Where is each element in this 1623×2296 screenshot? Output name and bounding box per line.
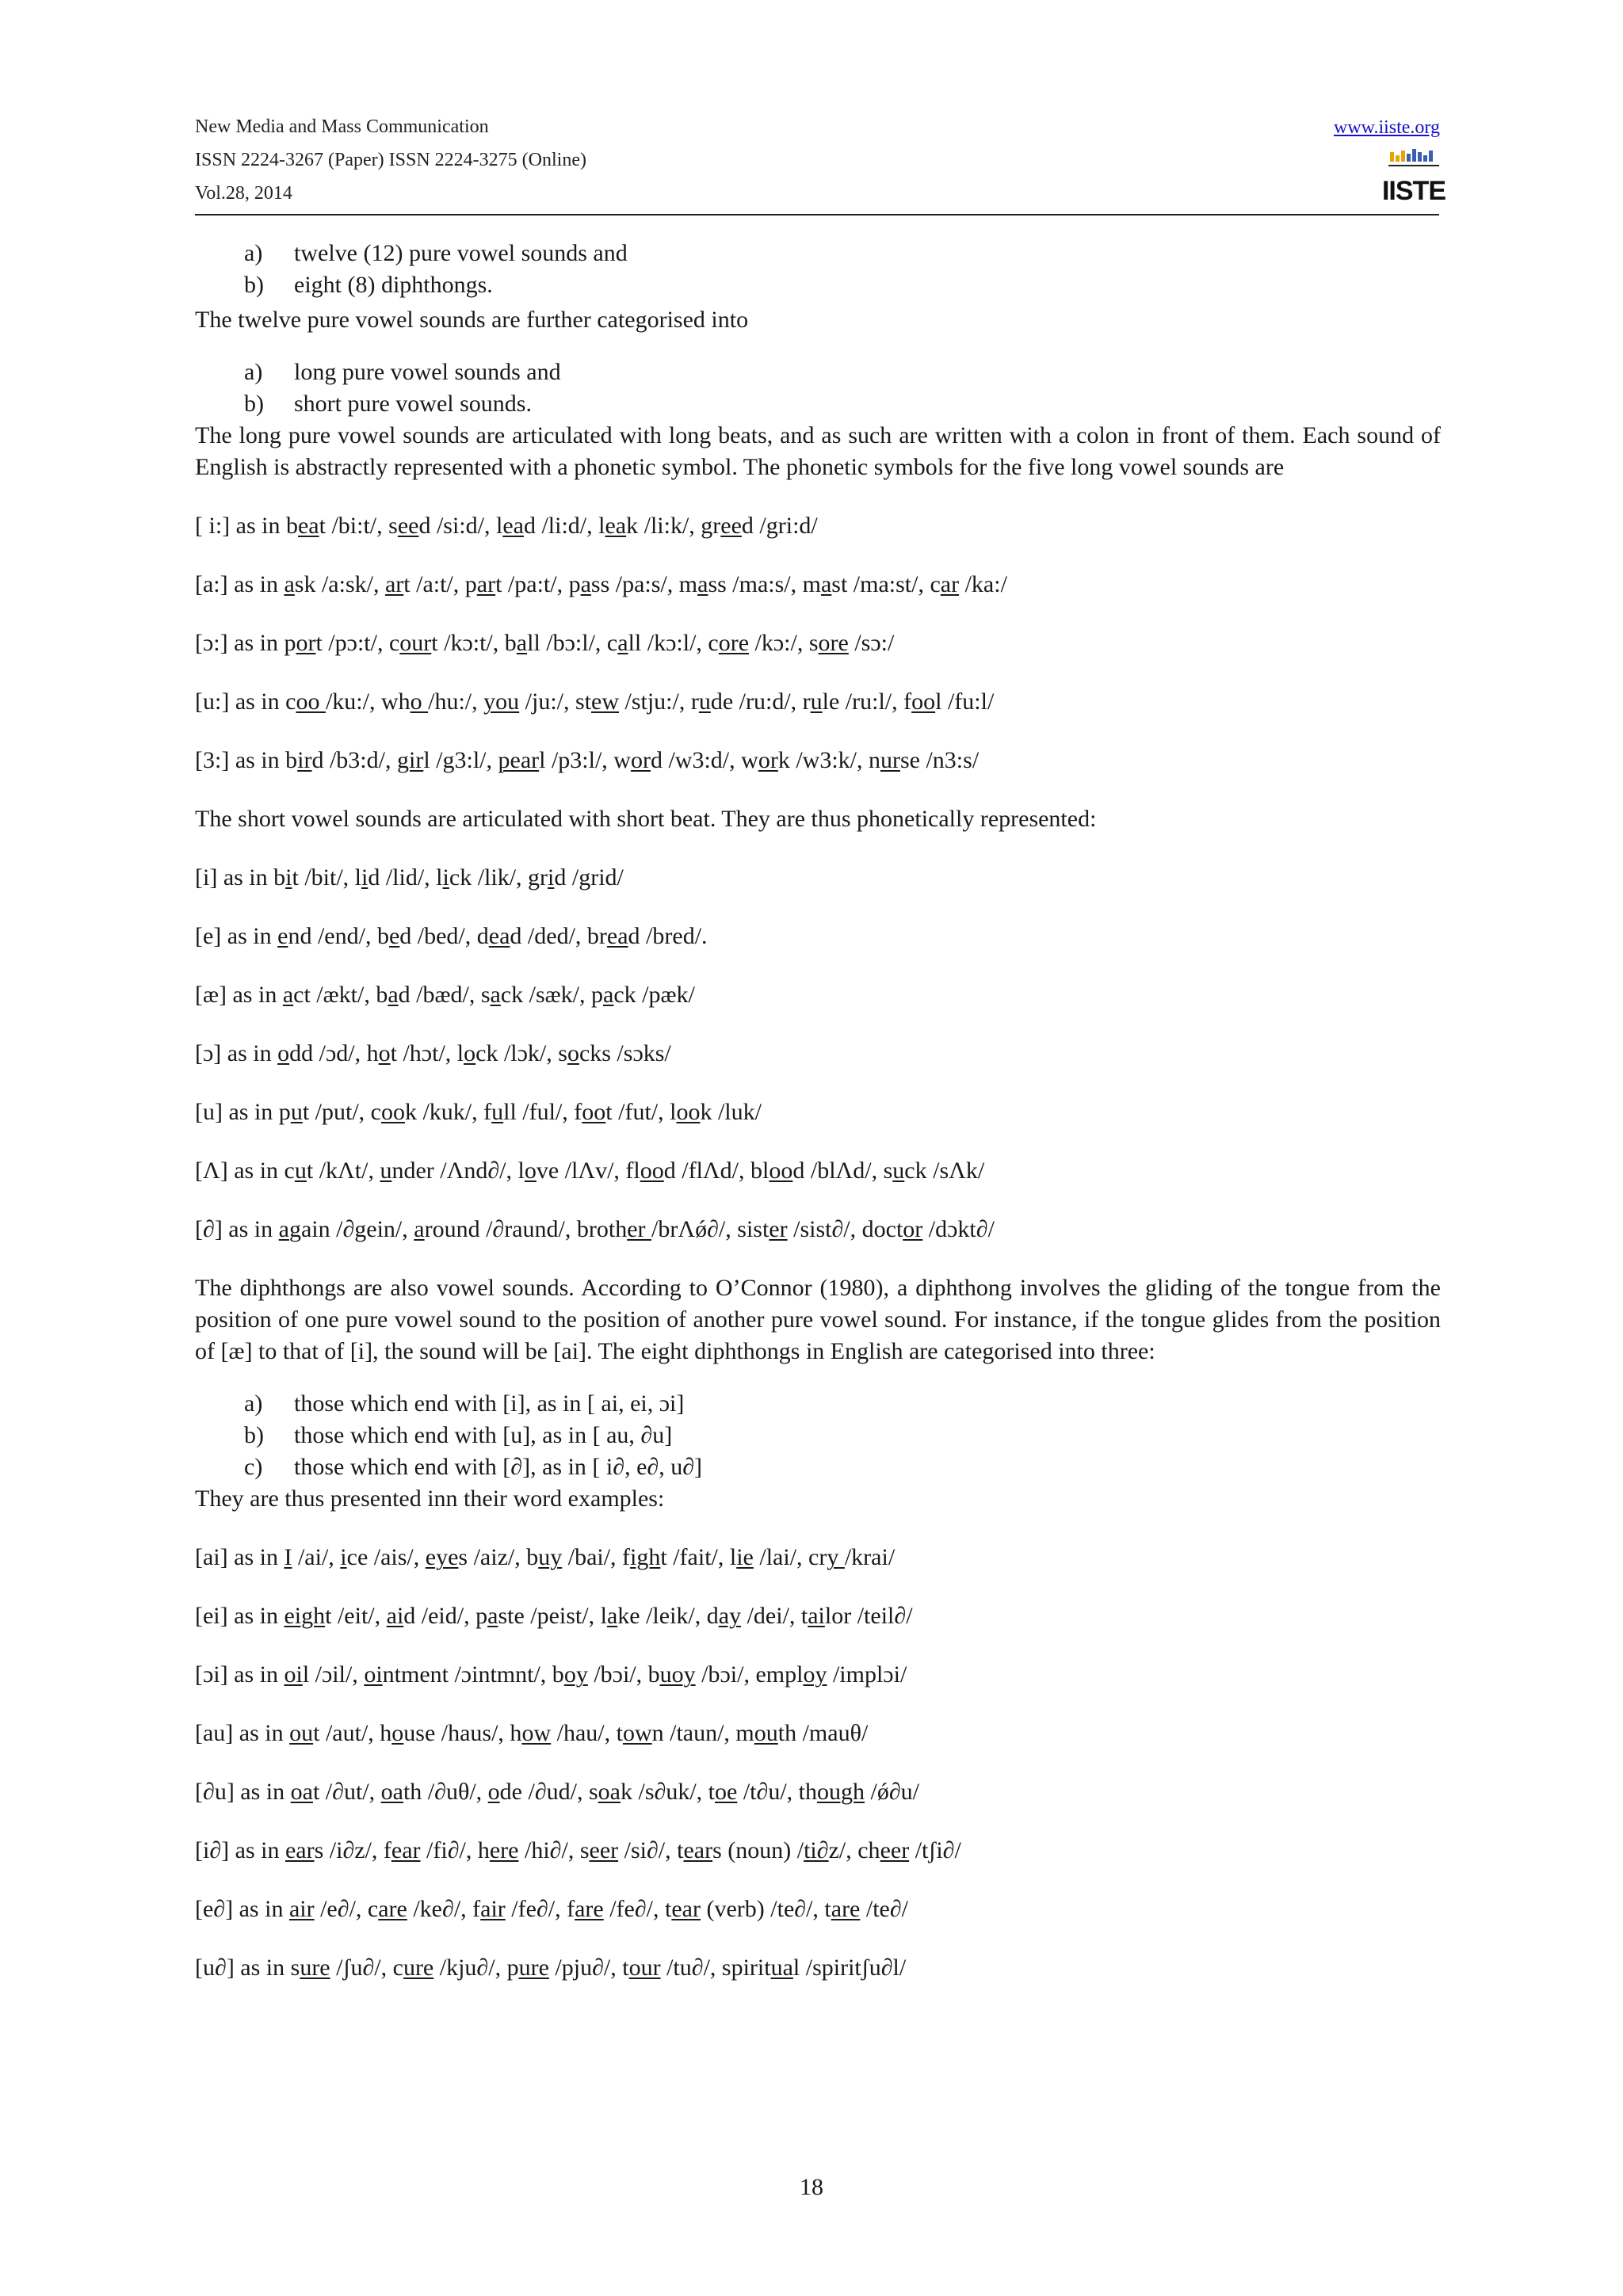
page-number: 18	[800, 2174, 823, 2200]
journal-name: New Media and Mass Communication	[195, 116, 489, 137]
paragraph-diphthongs: The diphthongs are also vowel sounds. According to O’Connor (1980), a diphthong involves the gliding of the tongue from the position of one pure vowel sound to the position of another pure vowel sound. For instance, if the tongue glides from the position of [æ] to that of [i], the sound will be [ai]. The eight diphthongs in English are categorised into three:	[195, 1275, 1441, 1364]
short-vowel-examples	[195, 862, 1441, 1245]
paragraph-long-vowels: The long pure vowel sounds are articulated with long beats, and as such are written with a colon in front of them. Each sound of English is abstractly represented with a phonetic symbol. The phonetic symbols for the five long vowel sounds are	[195, 422, 1441, 480]
list-item: b) eight (8) diphthongs.	[244, 272, 493, 298]
paragraph-categorised: The twelve pure vowel sounds are further categorised into	[195, 307, 749, 333]
list-item: b) short pure vowel sounds.	[244, 391, 532, 417]
example-line: [∂u] as in oat /∂ut/, oath /∂uθ/, ode /∂ud/, soak /s∂uk/, toe /t∂u/, though /ǿ∂u/	[195, 1779, 919, 1805]
logo-text: IISTE	[1381, 176, 1446, 206]
example-line: [Λ] as in cut /kΛt/, under /Λnd∂/, love /lΛv/, flood /flΛd/, blood /blΛd/, suck /sΛk/	[195, 1158, 985, 1184]
example-line: [u] as in put /put/, cook /kuk/, full /ful/, foot /fut/, look /luk/	[195, 1099, 762, 1125]
diphthong-examples	[195, 1542, 1441, 1984]
example-line: [u∂] as in sure /ʃu∂/, cure /kju∂/, pure /pju∂/, tour /tu∂/, spiritual /spiritʃu∂l/	[195, 1955, 907, 1981]
example-line: [i] as in bit /bit/, lid /lid/, lick /lik/, grid /grid/	[195, 864, 624, 891]
example-line: [3:] as in bird /b3:d/, girl /g3:l/, pearl /p3:l/, word /w3:d/, work /w3:k/, nurse /n3:s/	[195, 747, 980, 773]
list-item: a) those which end with [i], as in [ ai, ei, ɔi]	[244, 1390, 685, 1417]
header-rule	[195, 214, 1439, 215]
paragraph-word-examples: They are thus presented inn their word examples:	[195, 1486, 665, 1512]
example-line: [∂] as in again /∂gein/, around /∂raund/, brother /brΛǿ∂/, sister /sist∂/, doctor /dɔkt∂/	[195, 1216, 995, 1242]
page-body	[195, 238, 1441, 1984]
example-line: [u:] as in coo /ku:/, who /hu:/, you /ju:/, stew /stju:/, rude /ru:d/, rule /ru:l/, fool /fu:l/	[195, 688, 995, 715]
iiste-logo	[1381, 147, 1446, 206]
list-diphthong-types	[195, 1388, 1441, 1483]
paragraph-short-vowels: The short vowel sounds are articulated with short beat. They are thus phonetically represented:	[195, 806, 1097, 832]
example-line: [ɔ] as in odd /ɔd/, hot /hɔt/, lock /lɔk/, socks /sɔks/	[195, 1040, 671, 1066]
list-item: a) long pure vowel sounds and	[244, 359, 561, 385]
example-line: [ai] as in I /ai/, ice /ais/, eyes /aiz/, buy /bai/, fight /fait/, lie /lai/, cry /krai/	[195, 1544, 896, 1570]
list-item: c) those which end with [∂], as in [ i∂, e∂, u∂]	[244, 1454, 703, 1480]
example-line: [e∂] as in air /e∂/, care /ke∂/, fair /fe∂/, fare /fe∂/, tear (verb) /te∂/, tare /te∂/	[195, 1896, 909, 1922]
website-link[interactable]: www.iiste.org	[1334, 117, 1440, 138]
example-line: [au] as in out /aut/, house /haus/, how /hau/, town /taun/, mouth /mauθ/	[195, 1720, 869, 1746]
issn-line: ISSN 2224-3267 (Paper) ISSN 2224-3275 (Online)	[195, 150, 586, 170]
volume-line: Vol.28, 2014	[195, 183, 292, 204]
example-line: [i∂] as in ears /i∂z/, fear /fi∂/, here /hi∂/, seer /si∂/, tears (noun) /ti∂z/, cheer /tʃi∂/	[195, 1837, 961, 1863]
example-line: [a:] as in ask /a:sk/, art /a:t/, part /pa:t/, pass /pa:s/, mass /ma:s/, mast /ma:st/, car /ka:/	[195, 571, 1007, 597]
example-line: [æ] as in act /ækt/, bad /bæd/, sack /sæk/, pack /pæk/	[195, 982, 695, 1008]
example-line: [ i:] as in beat /bi:t/, seed /si:d/, lead /li:d/, leak /li:k/, greed /gri:d/	[195, 513, 818, 539]
example-line: [ei] as in eight /eit/, aid /eid/, paste /peist/, lake /leik/, day /dei/, tailor /teil∂/	[195, 1603, 913, 1629]
list-pure-vowel-types	[195, 357, 1441, 420]
example-line: [ɔ:] as in port /pɔ:t/, court /kɔ:t/, ball /bɔ:l/, call /kɔ:l/, core /kɔ:/, sore /sɔ:/	[195, 630, 895, 656]
list-item: b) those which end with [u], as in [ au, ∂u]	[244, 1422, 673, 1448]
example-line: [ɔi] as in oil /ɔil/, ointment /ɔintmnt/, boy /bɔi/, buoy /bɔi/, employ /implɔi/	[195, 1661, 907, 1688]
long-vowel-examples	[195, 510, 1441, 776]
example-line: [e] as in end /end/, bed /bed/, dead /ded/, bread /bred/.	[195, 923, 708, 949]
list-vowel-types	[195, 238, 1441, 301]
list-item: a) twelve (12) pure vowel sounds and	[244, 240, 628, 266]
